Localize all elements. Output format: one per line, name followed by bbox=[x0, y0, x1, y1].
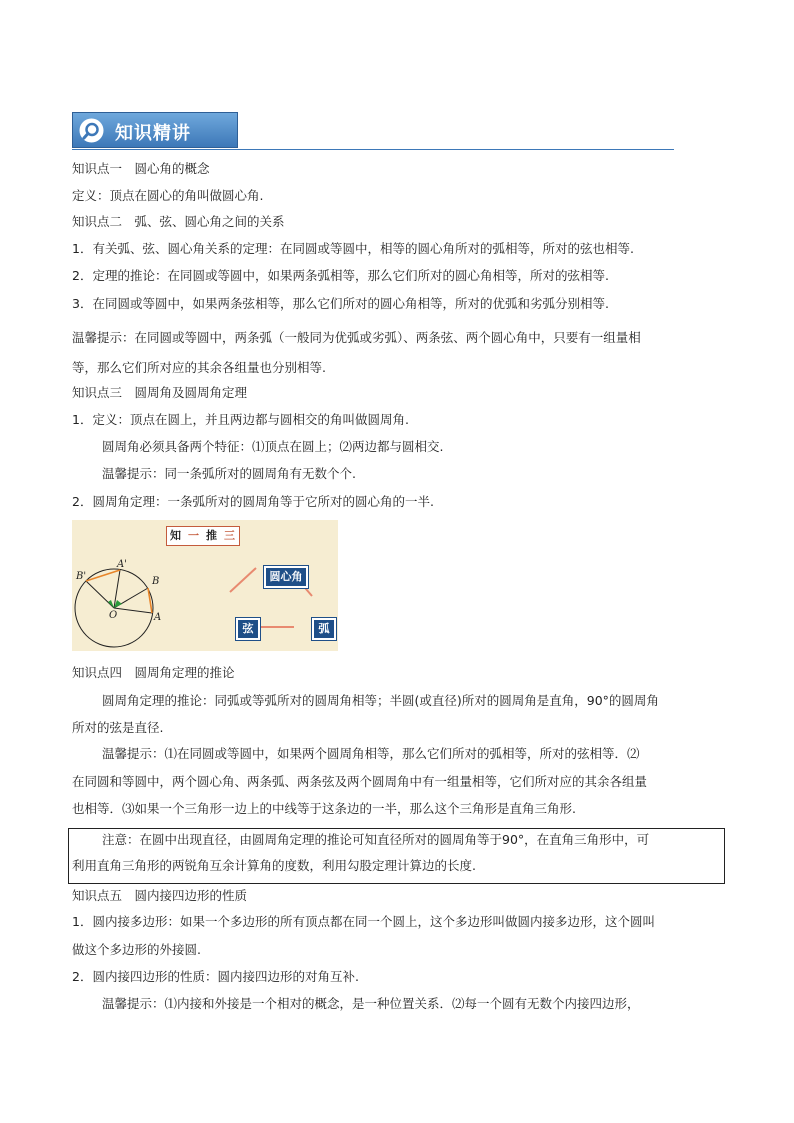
tip-line: 在同圆和等圆中，两个圆心角、两条弧、两条弦及两个圆周角中有一组量相等，它们所对应的其余各组量 bbox=[72, 774, 648, 789]
text-line: 2．圆内接四边形的性质：圆内接四边形的对角互补. bbox=[72, 969, 359, 984]
point-label: B' bbox=[76, 571, 87, 582]
tip-line: 温馨提示：在同圆或等圆中，两条弧（一般同为优弧或劣弧）、两条弦、两个圆心角中，只要有一组量相 bbox=[72, 330, 641, 345]
text-line: 圆周角必须具备两个特征：⑴顶点在圆上；⑵两边都与圆相交. bbox=[102, 439, 444, 454]
text-line: 3．在同圆或等圆中，如果两条弦相等，那么它们所对的圆心角相等，所对的优弧和劣弧分别相等. bbox=[72, 296, 609, 311]
badge-char: 推 bbox=[206, 529, 217, 542]
tip-line: 也相等．⑶如果一个三角形一边上的中线等于这条边的一半，那么这个三角形是直角三角形. bbox=[72, 801, 576, 816]
node-arc: 弧 bbox=[312, 618, 336, 640]
heading-kp4: 知识点四 圆周角定理的推论 bbox=[72, 665, 235, 680]
text-line: 做这个多边形的外接圆. bbox=[72, 942, 201, 957]
tip-line: 等，那么它们所对应的其余各组量也分别相等. bbox=[72, 360, 326, 375]
text-line: 1．有关弧、弦、圆心角关系的定理：在同圆或等圆中，相等的圆心角所对的弧相等，所对的弦也相等. bbox=[72, 241, 634, 256]
point-label: A' bbox=[117, 559, 127, 570]
text-line: 圆周角定理的推论：同弧或等弧所对的圆周角相等；半圆(或直径)所对的圆周角是直角，90°的圆周角 bbox=[102, 693, 659, 708]
badge-char: 知 bbox=[170, 529, 181, 542]
text-line: 所对的弦是直径. bbox=[72, 720, 164, 735]
theorem-figure bbox=[72, 520, 338, 651]
badge-char: 三 bbox=[224, 529, 235, 542]
point-label: O bbox=[109, 610, 118, 621]
point-label: B bbox=[152, 576, 160, 587]
point-label: A bbox=[154, 612, 162, 623]
header-divider bbox=[72, 149, 674, 150]
heading-kp5: 知识点五 圆内接四边形的性质 bbox=[72, 888, 248, 903]
node-central-angle: 圆心角 bbox=[264, 566, 308, 588]
tip-line: 温馨提示：⑴在同圆或等圆中，如果两个圆周角相等，那么它们所对的弧相等，所对的弦相等．⑵ bbox=[102, 746, 640, 761]
badge-char: 一 bbox=[188, 529, 199, 542]
text-line: 定义：顶点在圆心的角叫做圆心角. bbox=[72, 188, 264, 203]
heading-kp3: 知识点三 圆周角及圆周角定理 bbox=[72, 385, 248, 400]
tip-line: 温馨提示：⑴内接和外接是一个相对的概念，是一种位置关系．⑵每一个圆有无数个内接四边形， bbox=[102, 996, 640, 1011]
node-chord: 弦 bbox=[236, 618, 260, 640]
section-title: 知识精讲 bbox=[115, 123, 191, 144]
tip-line: 温馨提示：同一条弧所对的圆周角有无数个个. bbox=[102, 466, 356, 481]
heading-kp2: 知识点二 弧、弦、圆心角之间的关系 bbox=[72, 214, 285, 229]
section-header bbox=[72, 112, 238, 148]
note-line: 利用直角三角形的两锐角互余计算角的度数，利用勾股定理计算边的长度. bbox=[72, 858, 476, 873]
text-line: 2．圆周角定理：一条弧所对的圆周角等于它所对的圆心角的一半. bbox=[72, 494, 434, 509]
text-line: 2．定理的推论：在同圆或等圆中，如果两条弧相等，那么它们所对的圆心角相等，所对的弦相等. bbox=[72, 268, 609, 283]
text-line: 1．定义：顶点在圆上，并且两边都与圆相交的角叫做圆周角. bbox=[72, 412, 409, 427]
magnifier-icon bbox=[79, 118, 104, 143]
note-line: 注意：在圆中出现直径，由圆周角定理的推论可知直径所对的圆周角等于90°，在直角三角形中，可 bbox=[102, 832, 650, 847]
heading-kp1: 知识点一 圆心角的概念 bbox=[72, 161, 210, 176]
text-line: 1．圆内接多边形：如果一个多边形的所有顶点都在同一个圆上，这个多边形叫做圆内接多边形，这个圆叫 bbox=[72, 914, 655, 929]
